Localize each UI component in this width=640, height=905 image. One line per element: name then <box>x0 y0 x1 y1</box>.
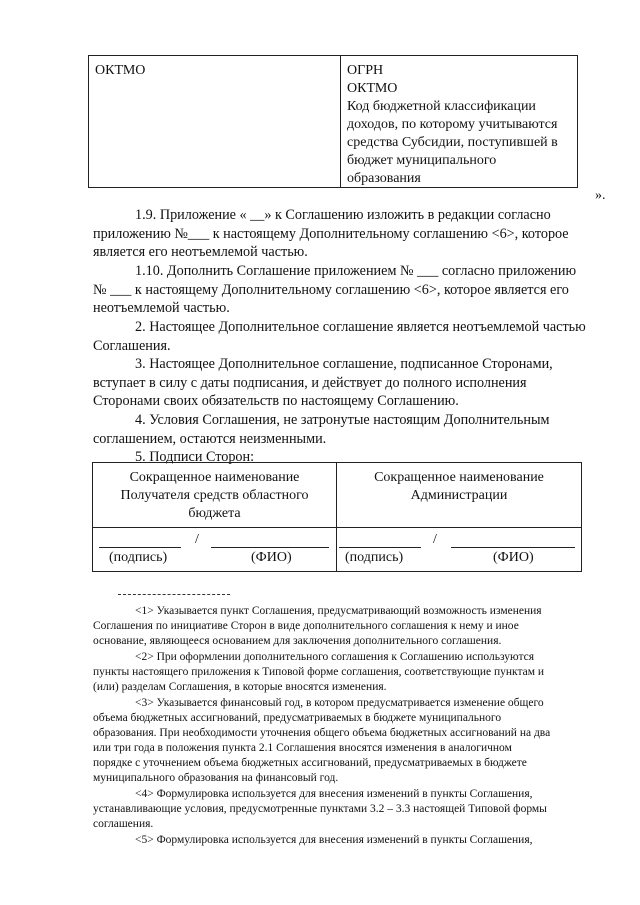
paragraph-3 <box>93 355 610 411</box>
table-divider <box>93 527 336 528</box>
text-line: Соглашения. <box>93 337 171 354</box>
header-line: бюджета <box>188 506 241 521</box>
footnote-line: (или) разделам Соглашения, в которые вносятся изменения. <box>93 681 387 693</box>
footnote-line: <3> Указывается финансовый год, в котором предусматривается изменение общего <box>135 697 544 709</box>
name-line <box>211 547 329 548</box>
footnote-line: <1> Указывается пункт Соглашения, предусматривающий возможность изменения <box>135 605 542 617</box>
details-line: доходов, по которому учитываются <box>347 117 558 132</box>
text-line: приложению №___ к настоящему Дополнительному соглашению <6>, которое <box>93 225 569 242</box>
signature-table <box>92 462 582 572</box>
paragraph-4 <box>93 411 610 448</box>
text-line: № ___ к настоящему Дополнительному соглашению <6>, которое является его <box>93 281 569 298</box>
text-line: вступает в силу с даты подписания, и действует до полного исполнения <box>93 374 527 391</box>
text-line: 1.10. Дополнить Соглашение приложением № ___ согласно приложению <box>135 263 577 279</box>
details-line: образования <box>347 171 421 186</box>
paragraph-2 <box>93 318 610 355</box>
details-table <box>88 55 578 188</box>
separator-slash: / <box>195 532 199 547</box>
footnote-2 <box>93 650 610 695</box>
footnote-line: порядке с уточнением объема бюджетных ассигнований, предусматриваемых в бюджете <box>93 757 527 769</box>
footnote-line: объема бюджетных ассигнований, предусматриваемых в бюджете муниципального <box>93 712 502 724</box>
closing-quote: ». <box>595 188 606 203</box>
footnote-1 <box>93 604 610 649</box>
footnote-line: или три года в положения пункта 2.1 Соглашения вносятся изменения в аналогичном <box>93 742 512 754</box>
details-left-cell: ОКТМО <box>89 56 341 187</box>
footnote-line: муниципального образования на финансовый год. <box>93 772 339 784</box>
footnote-line: пункты настоящего приложения к Типовой форме соглашения, соответствующие пунктам и <box>93 666 545 678</box>
details-line: средства Субсидии, поступившей в <box>347 135 558 150</box>
footnote-line: основание, являющееся основанием для заключения дополнительного соглашения. <box>93 635 502 647</box>
footnote-line: Соглашения по инициативе Сторон в виде дополнительного соглашения к нему и иное <box>93 620 519 632</box>
text-line: 2. Настоящее Дополнительное соглашение является неотъемлемой частью <box>135 319 586 335</box>
footnote-line: образования. При необходимости уточнения общего объема бюджетных ассигнований на два <box>93 727 551 739</box>
administration-signature-column <box>337 463 581 571</box>
signature-line <box>99 547 181 548</box>
paragraph-1-9 <box>93 206 610 262</box>
text-line: 3. Настоящее Дополнительное соглашение, подписанное Сторонами, <box>135 356 553 372</box>
footnote-line: устанавливающие условия, предусмотренные пунктами 3.2 – 3.3 настоящей Типовой формы <box>93 803 547 815</box>
header-line: Сокращенное наименование <box>374 470 544 485</box>
details-line: ОГРН <box>347 63 384 78</box>
header-line: Сокращенное наименование <box>129 470 300 485</box>
header-line: Администрации <box>410 488 508 503</box>
footnote-5 <box>93 833 610 848</box>
text-line: неотъемлемой частью. <box>93 300 230 316</box>
recipient-header <box>93 469 336 523</box>
signature-label: (подпись) <box>109 550 168 565</box>
table-divider <box>337 527 581 528</box>
text-line: является его неотъемлемой частью. <box>93 244 308 260</box>
footnote-3 <box>93 696 610 786</box>
footnote-line: <2> При оформлении дополнительного соглашения к Соглашению используются <box>135 651 535 663</box>
text-line: соглашением, остаются неизменными. <box>93 430 327 447</box>
text-line: Сторонами своих обязательств по настоящему Соглашению. <box>93 393 459 409</box>
administration-header <box>337 469 581 505</box>
name-label: (ФИО) <box>251 550 292 565</box>
footnote-line: соглашения. <box>93 818 154 830</box>
details-line: ОКТМО <box>347 81 398 96</box>
details-right-cell <box>341 56 577 187</box>
text-line: 5. Подписи Сторон: <box>135 449 255 465</box>
footnote-line: <5> Формулировка используется для внесения изменений в пункты Соглашения, <box>135 834 533 846</box>
details-line: Код бюджетной классификации <box>347 99 536 114</box>
text-line: 1.9. Приложение « __» к Соглашению изложить в редакции согласно <box>135 207 551 223</box>
name-label: (ФИО) <box>493 550 534 565</box>
footnote-line: <4> Формулировка используется для внесения изменений в пункты Соглашения, <box>135 788 533 800</box>
paragraph-1-10 <box>93 262 610 318</box>
recipient-signature-column <box>93 463 337 571</box>
name-line <box>451 547 575 548</box>
separator-slash: / <box>433 532 437 547</box>
signature-label: (подпись) <box>345 550 404 565</box>
footnote-4 <box>93 787 610 832</box>
footnote-separator <box>118 594 230 595</box>
header-line: Получателя средств областного <box>120 488 309 503</box>
text-line: 4. Условия Соглашения, не затронутые настоящим Дополнительным <box>135 412 550 428</box>
details-line: бюджет муниципального <box>347 153 497 168</box>
signature-line <box>339 547 421 548</box>
